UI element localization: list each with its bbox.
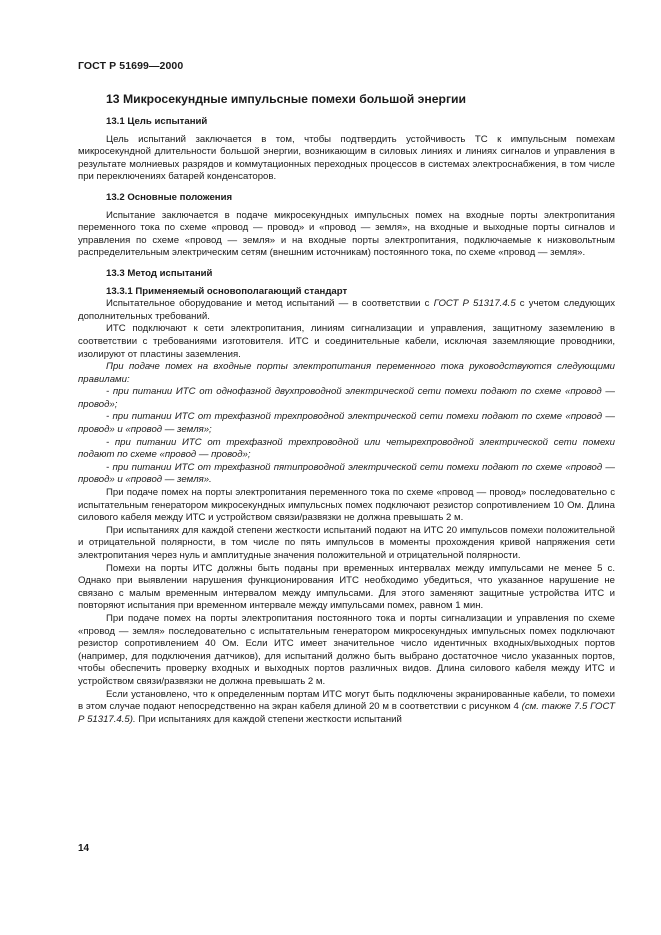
paragraph-equipment-text-end: с учетом следующих дополнительных требований.: [78, 298, 615, 322]
rule-item-2: - при питании ИТС от трехфазной трехпроводной электрической сети помехи подают по схеме «провод — провод» и «провод — земля»;: [78, 411, 615, 436]
paragraph-shielded-cables: [78, 689, 615, 727]
rule-item-3: - при питании ИТС от трехфазной трехпроводной или четырехпроводной электрической сети помехи подают по схеме «провод — провод»;: [78, 436, 615, 461]
section-title: 13 Микросекундные импульсные помехи большой энергии: [106, 92, 467, 106]
standard-reference: ГОСТ Р 51317.4.5: [433, 298, 516, 310]
figure-reference: (см. также 7.5 ГОСТ Р 51317.4.5).: [78, 701, 615, 725]
subsection-title-13-2: 13.2 Основные положения: [106, 191, 233, 203]
rule-item-4: - при питании ИТС от трехфазной пятипроводной электрической сети помехи подают по схеме «провод — провод» и «провод — земля».: [78, 461, 615, 486]
paragraph-13-2: Испытание заключается в подаче микросекундных импульсных помех на входные порты электропитания переменного тока по схеме «провод — провод» и «провод — земля», на входные и выходные порты сигналов и управления по схеме «провод — земля» и на входные порты электропитания, подключаемые к низковольтным распределительным электрическим сетям (внешним источникам) постоянного тока, по схеме «провод — земля».: [78, 209, 615, 259]
paragraph-rules-intro: При подаче помех на входные порты электропитания переменного тока руководствуются следующими правилами:: [78, 361, 615, 385]
paragraph-equipment: [78, 298, 615, 323]
paragraph-impulses: При испытаниях для каждой степени жесткости испытаний подают на ИТС 20 импульсов помехи положительной и отрицательной полярности, в том числе по пять импульсов в моменты прохождения кривой напряжения сети электропитания через нуль и амплитудные значения положительной и отрицательной полярности.: [78, 524, 615, 561]
page-number: 14: [78, 843, 90, 854]
paragraph-shielded-text-end: При испытаниях для каждой степени жесткости испытаний: [135, 713, 402, 725]
paragraph-13-1: Цель испытаний заключается в том, чтобы подтвердить устойчивость ТС к импульсным помехам микросекундной длительности большой энергии, возникающим в силовых линиях и линиях сигналов и управления в результате молниевых разрядов и коммутационных переходных процессов в системах электроснабжения, в том числе при переключениях батарей конденсаторов.: [78, 133, 615, 183]
rule-item-1: - при питании ИТС от однофазной двухпроводной электрической сети помехи подают по схеме «провод — провод»;: [78, 386, 615, 410]
document-code: ГОСТ Р 51699—2000: [78, 60, 184, 72]
paragraph-equipment-text: Испытательное оборудование и метод испытаний — в соответствии с: [106, 298, 434, 310]
subsection-title-13-3: 13.3 Метод испытаний: [106, 267, 213, 279]
document-body: [78, 92, 615, 726]
paragraph-dc-ports: При подаче помех на порты электропитания постоянного тока и порты сигнализации и управления по схеме «провод — земля» последовательно с испытательным генератором микросекундных импульсных помех подключают резистор сопротивлением 40 Ом. Если ИТС имеет значительное число идентичных входных/выходных портов (например, для подключения датчиков), для испытаний должно быть выбрано достаточное число указанных портов, чтобы обеспечить проверку входных и выходных портов различных видов. Длина силового кабеля между ИТС и устройством связи/развязки не должна превышать 2 м.: [78, 612, 615, 687]
subsection-title-13-3-1: 13.3.1 Применяемый основополагающий стандарт: [106, 285, 348, 297]
subsection-title-13-1: 13.1 Цель испытаний: [106, 116, 208, 127]
paragraph-intervals: Помехи на порты ИТС должны быть поданы при временных интервалах между импульсами не менее 5 с. Однако при выявлении нарушения функционирования ИТС необходимо убедиться, что указанное нарушение не связано с малым временным интервалом между импульсами. Для этого заменяют защитные устройства ИТС и повторяют испытания при временном интервале между импульсами помех, равном 1 мин.: [78, 562, 615, 612]
paragraph-connection: ИТС подключают к сети электропитания, линиям сигнализации и управления, защитному заземлению в соответствии с требованиями изготовителя. ИТС и соединительные кабели, исключая заземляющие проводники, изолируют от пластины заземления.: [78, 323, 615, 360]
paragraph-shielded-text: Если установлено, что к определенным портам ИТС могут быть подключены экранированные кабели, то помехи в этом случае подают непосредственно на экран кабеля длиной 20 м в соответствии с рисунком 4: [78, 688, 615, 713]
paragraph-resistor: При подаче помех на порты электропитания переменного тока по схеме «провод — провод» последовательно с испытательным генератором микросекундных импульсных помех подключают резистор сопротивлением 10 Ом. Длина силового кабеля между ИТС и устройством связи/развязки не должна превышать 2 м.: [78, 487, 615, 524]
